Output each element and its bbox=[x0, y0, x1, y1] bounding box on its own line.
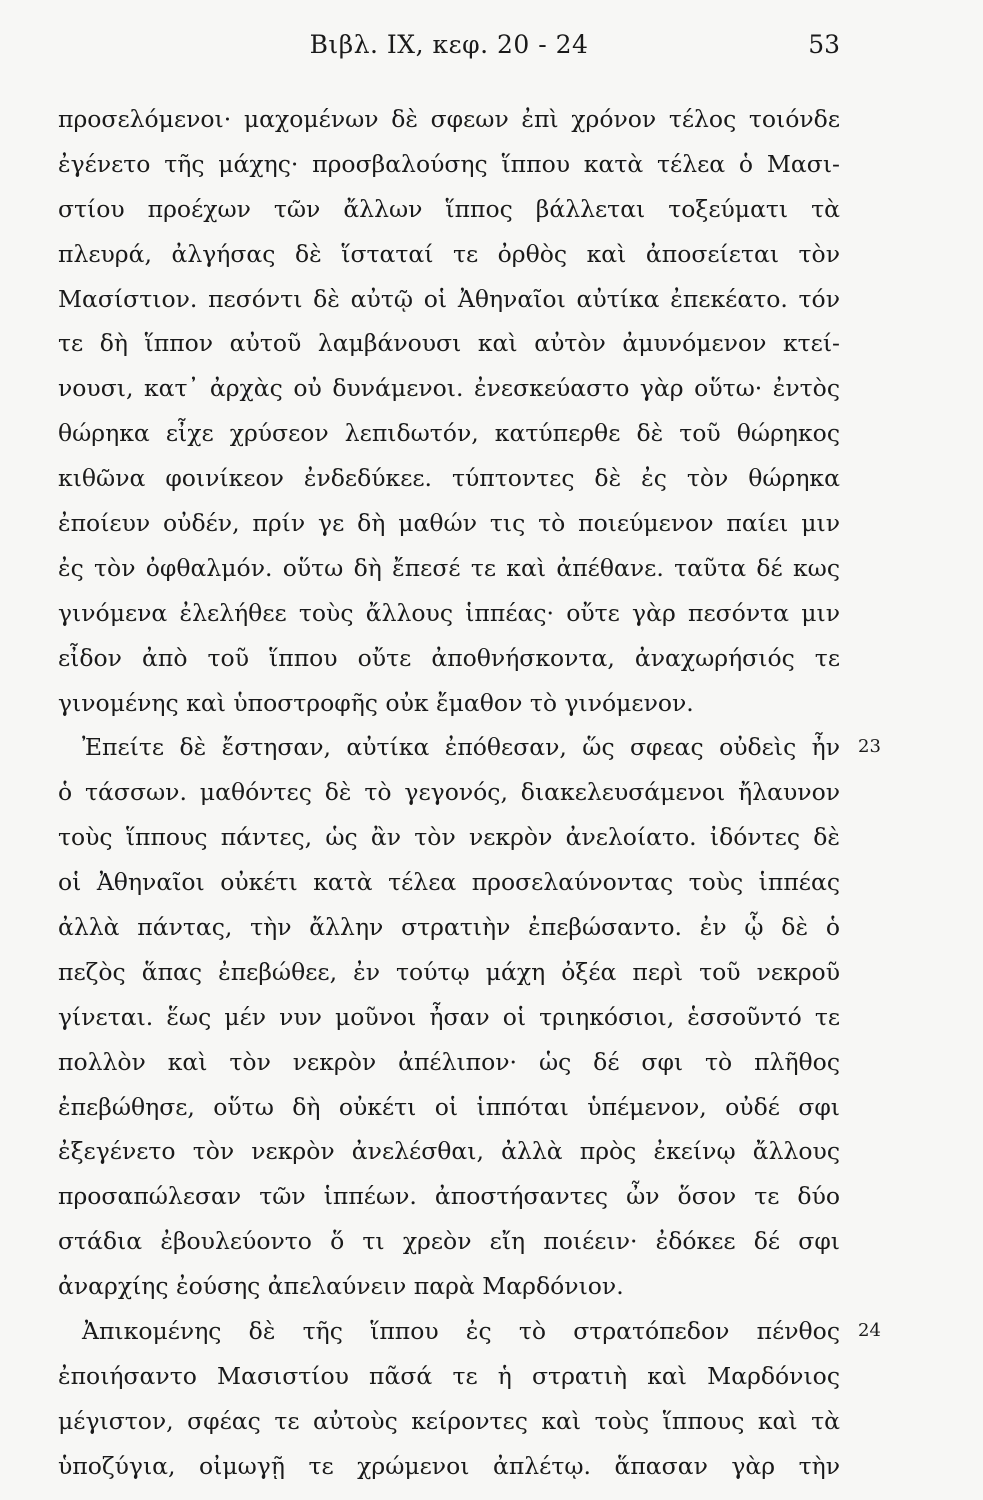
text-line: γίνεται. ἕως μέν νυν μοῦνοι ἦσαν οἱ τριηκόσιοι, ἑσσοῦντό τε bbox=[58, 1002, 840, 1031]
text-line: στάδια ἐβουλεύοντο ὅ τι χρεὸν εἴη ποιέειν· ἐδόκεε δέ σφι bbox=[58, 1227, 840, 1256]
text-line: ἐπεβώθησε, οὕτω δὴ οὐκέτι οἱ ἱππόται ὑπέμενον, οὐδέ σφι bbox=[58, 1092, 840, 1121]
text-body bbox=[58, 97, 881, 1489]
text-line: ὁ τάσσων. μαθόντες δὲ τὸ γεγονός, διακελευσάμενοι ἤλαυνον bbox=[58, 778, 840, 807]
text-line: Ἀπικομένης δὲ τῆς ἵππου ἐς τὸ στρατόπεδον πένθος 24 bbox=[58, 1309, 840, 1354]
section-number: 24 bbox=[858, 1320, 881, 1342]
text-line: ἐγένετο τῆς μάχης· προσβαλούσης ἵππου κατὰ τέλεα ὁ Μασι- bbox=[58, 149, 840, 178]
text-line: πολλὸν καὶ τὸν νεκρὸν ἀπέλιπον· ὡς δέ σφι τὸ πλῆθος bbox=[58, 1047, 840, 1076]
running-head: Βιβλ. IX, κεφ. 20 - 24 bbox=[309, 30, 589, 59]
section-number: 23 bbox=[858, 736, 881, 758]
text-line: ἐποιήσαντο Μασιστίου πᾶσά τε ἡ στρατιὴ καὶ Μαρδόνιος bbox=[58, 1361, 840, 1390]
text-line: προσαπώλεσαν τῶν ἱππέων. ἀποστήσαντες ὦν ὅσον τε δύο bbox=[58, 1182, 840, 1211]
text-line: γινομένης καὶ ὑποστροφῆς οὐκ ἔμαθον τὸ γινόμενον. bbox=[58, 688, 694, 717]
text-line: τε δὴ ἵππον αὐτοῦ λαμβάνουσι καὶ αὐτὸν ἀμυνόμενον κτεί- bbox=[58, 329, 840, 358]
text-line: ἐξεγένετο τὸν νεκρὸν ἀνελέσθαι, ἀλλὰ πρὸς ἐκείνῳ ἄλλους bbox=[58, 1137, 840, 1166]
text-line: ἐς τὸν ὀφθαλμόν. οὕτω δὴ ἔπεσέ τε καὶ ἀπέθανε. ταῦτα δέ κως bbox=[58, 553, 840, 582]
text-line: προσελόμενοι· μαχομένων δὲ σφεων ἐπὶ χρόνον τέλος τοιόνδε bbox=[58, 105, 840, 133]
text-line: ἐποίευν οὐδέν, πρίν γε δὴ μαθών τις τὸ ποιεύμενον παίει μιν bbox=[58, 509, 840, 538]
text-line: εἶδον ἀπὸ τοῦ ἵππου οὔτε ἀποθνήσκοντα, ἀναχωρήσιός τε bbox=[58, 643, 840, 672]
page-number: 53 bbox=[808, 30, 840, 59]
text-line: θώρηκα εἶχε χρύσεον λεπιδωτόν, κατύπερθε δὲ τοῦ θώρηκος bbox=[58, 419, 840, 448]
text-line: Μασίστιον. πεσόντι δὲ αὐτῷ οἱ Ἀθηναῖοι αὐτίκα ἐπεκέατο. τόν bbox=[58, 284, 840, 313]
text-line: γινόμενα ἐλελήθεε τοὺς ἄλλους ἱππέας· οὔτε γὰρ πεσόντα μιν bbox=[58, 598, 840, 627]
text-line: πεζὸς ἅπας ἐπεβώθεε, ἐν τούτῳ μάχη ὀξέα περὶ τοῦ νεκροῦ bbox=[58, 957, 840, 986]
text-line: πλευρά, ἀλγήσας δὲ ἵσταταί τε ὀρθὸς καὶ ἀποσείεται τὸν bbox=[58, 239, 840, 268]
text-line: στίου προέχων τῶν ἄλλων ἵππος βάλλεται τοξεύματι τὰ bbox=[58, 194, 840, 223]
text-line: οἱ Ἀθηναῖοι οὐκέτι κατὰ τέλεα προσελαύνοντας τοὺς ἱππέας bbox=[58, 868, 840, 897]
text-line: νουσι, κατ᾽ ἀρχὰς οὐ δυνάμενοι. ἐνεσκεύαστο γὰρ οὕτω· ἐντὸς bbox=[58, 374, 840, 403]
text-line: ἀλλὰ πάντας, τὴν ἄλλην στρατιὴν ἐπεβώσαντο. ἐν ᾧ δὲ ὁ bbox=[58, 913, 840, 942]
page-header bbox=[58, 30, 840, 70]
text-line: ὑποζύγια, οἰμωγῇ τε χρώμενοι ἀπλέτῳ. ἅπασαν γὰρ τὴν bbox=[58, 1451, 840, 1480]
text-line: τοὺς ἵππους πάντες, ὡς ἂν τὸν νεκρὸν ἀνελοίατο. ἰδόντες δὲ bbox=[58, 823, 840, 852]
text-line: ἀναρχίης ἐούσης ἀπελαύνειν παρὰ Μαρδόνιον. bbox=[58, 1272, 624, 1301]
text-line: μέγιστον, σφέας τε αὐτοὺς κείροντες καὶ τοὺς ἵππους καὶ τὰ bbox=[58, 1406, 840, 1435]
text-line: Ἐπείτε δὲ ἔστησαν, αὐτίκα ἐπόθεσαν, ὥς σφεας οὐδεὶς ἦν 23 bbox=[58, 725, 840, 770]
text-line: κιθῶνα φοινίκεον ἐνδεδύκεε. τύπτοντες δὲ ἐς τὸν θώρηκα bbox=[58, 464, 840, 493]
